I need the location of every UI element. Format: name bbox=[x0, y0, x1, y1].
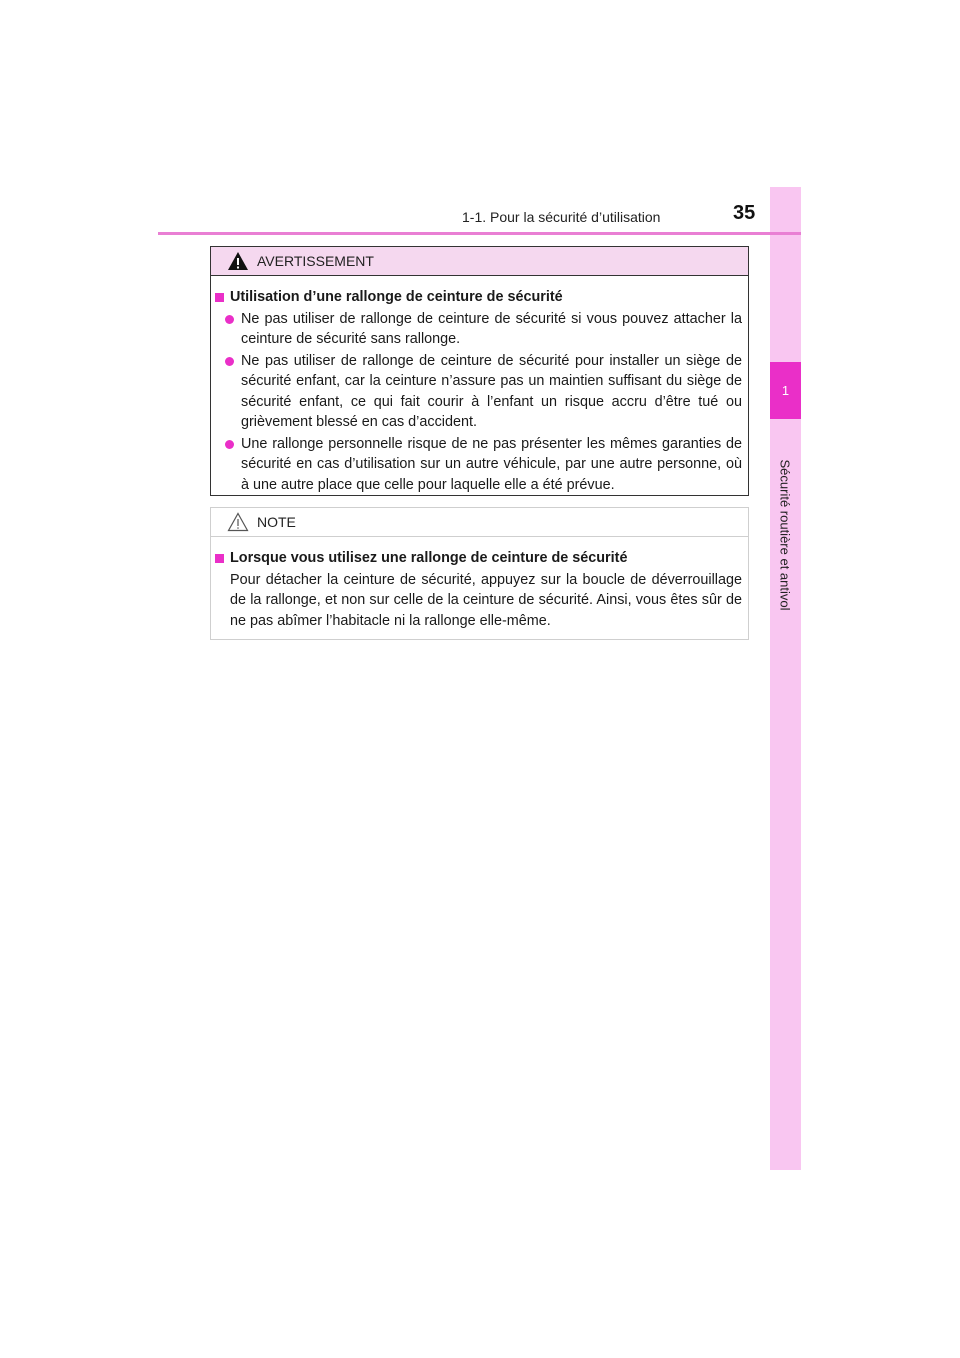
list-item: Ne pas utiliser de rallonge de ceinture de sécurité si vous pouvez attacher la ceinture de sécurité sans rallonge. bbox=[215, 309, 742, 350]
warning-header bbox=[211, 247, 748, 276]
page-number: 35 bbox=[733, 202, 756, 224]
list-item: Ne pas utiliser de rallonge de ceinture de sécurité pour installer un siège de sécurité enfant, car la ceinture n’assure pas un maintien suffisant du siège de sécurité enfant, ce qui fait courir à l’enfant un risque accru d’être tué ou grièvement blessé en cas d’accident. bbox=[215, 351, 742, 433]
chapter-label: Sécurité routière et antivol bbox=[777, 459, 793, 611]
warning-title: AVERTISSEMENT bbox=[257, 253, 374, 269]
chapter-number-box bbox=[770, 362, 801, 419]
note-title: NOTE bbox=[257, 514, 296, 530]
warning-body bbox=[211, 276, 748, 495]
list-item: Une rallonge personnelle risque de ne pas présenter les mêmes garanties de sécurité en cas d’utilisation sur un autre véhicule, par une autre personne, où à une autre place que celle pour laquelle elle a été prévue. bbox=[215, 434, 742, 496]
warning-triangle-icon bbox=[227, 251, 249, 271]
note-body bbox=[211, 537, 748, 631]
note-section-heading: Lorsque vous utilisez une rallonge de ceinture de sécurité bbox=[215, 548, 742, 569]
round-bullet-icon bbox=[225, 440, 234, 449]
caution-triangle-outline-icon bbox=[227, 512, 249, 532]
note-box bbox=[210, 507, 749, 640]
square-bullet-icon bbox=[215, 554, 224, 563]
warning-box bbox=[210, 246, 749, 496]
warning-section-heading: Utilisation d’une rallonge de ceinture de sécurité bbox=[215, 287, 742, 308]
section-title: 1-1. Pour la sécurité d’utilisation bbox=[462, 209, 661, 225]
round-bullet-icon bbox=[225, 315, 234, 324]
note-header bbox=[211, 508, 748, 537]
note-paragraph: Pour détacher la ceinture de sécurité, appuyez sur la boucle de déverrouillage de la rallonge, et non sur celle de la ceinture de sécurité. Ainsi, vous êtes sûr de ne pas abîmer l’habitacle ni la rallonge elle-même. bbox=[230, 571, 742, 629]
round-bullet-icon bbox=[225, 357, 234, 366]
chapter-number: 1 bbox=[781, 383, 790, 398]
square-bullet-icon bbox=[215, 293, 224, 302]
header-rule bbox=[158, 232, 801, 235]
chapter-side-tab bbox=[770, 187, 801, 1170]
